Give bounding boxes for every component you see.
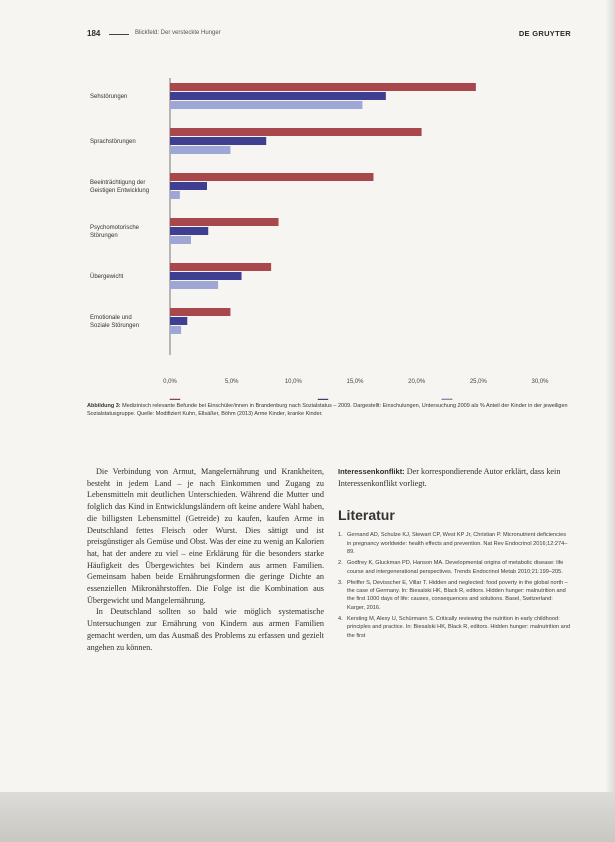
x-tick-label: 0,0% <box>163 379 177 385</box>
bar-high-status <box>170 101 362 109</box>
bar-chart <box>0 0 615 400</box>
category-label-line: Soziale Störungen <box>90 323 140 329</box>
body-column-right <box>338 466 571 643</box>
bar-middle-status <box>170 137 266 145</box>
reference-item <box>338 579 571 612</box>
bar-low-status <box>170 173 374 181</box>
legend-swatch <box>170 399 180 400</box>
x-tick-label: 20,0% <box>408 379 426 385</box>
category-label <box>90 180 149 194</box>
running-title: Blickfeld: Der versteckte Hunger <box>135 30 221 36</box>
x-tick-label: 15,0% <box>346 379 364 385</box>
bar-low-status <box>170 218 279 226</box>
bar-middle-status <box>170 317 187 325</box>
reference-item <box>338 559 571 576</box>
category-label-line: Emotionale und <box>90 315 132 321</box>
x-tick-label: 5,0% <box>224 379 239 385</box>
bar-high-status <box>170 236 191 244</box>
figure-caption <box>87 402 571 419</box>
bar-high-status <box>170 326 181 334</box>
reference-list <box>338 531 571 640</box>
bar-middle-status <box>170 182 207 190</box>
category-label-line: Geistigen Entwicklung <box>90 188 150 194</box>
caption-label: Abbildung 3: <box>87 403 121 409</box>
reference-text: Kersting M, Alexy U, Schürmann S. Critically reviewing the nutrition in early childhood: principles and practice. In: Biesalski HK, Black R, editors. Hidden hunger: malnutrition and the first <box>347 616 570 639</box>
conflict-statement <box>338 466 571 489</box>
category-label <box>90 315 139 329</box>
x-tick-label: 30,0% <box>531 379 549 385</box>
bar-low-status <box>170 83 476 91</box>
category-label-line: Sprachstörungen <box>90 139 136 145</box>
bar-middle-status <box>170 272 242 280</box>
bar-low-status <box>170 263 271 271</box>
caption-text: Medizinisch relevante Befunde bei Einschüler/innen in Brandenburg nach Sozialstatus – 2009. Dargestellt: Einschulungen, Untersuchung 2009 als % Anteil der Kinder in der jeweiligen Sozialstatusgruppe. Quelle: Modifiziert Kuhn, Ellsäßer, Böhm (2013) Arme Kinder, kranke Kinder. <box>87 403 568 418</box>
bar-high-status <box>170 191 180 199</box>
bar-middle-status <box>170 92 386 100</box>
reference-item <box>338 531 571 556</box>
category-label <box>90 273 124 280</box>
bar-high-status <box>170 146 230 154</box>
category-label-line: Übergewicht <box>90 274 124 280</box>
category-label-line: Störungen <box>90 233 118 239</box>
reference-text: Pfeiffer S, Devisscher E, Villar T. Hidden and neglected: food poverty in the global north – the case of Germany. In: Biesalski HK, Black R, editors. Hidden hunger: malnutrition and the first 1000 days of life: causes, consequences and solutions. Basel, Switzerland: Karger, 2016. <box>347 579 568 611</box>
reference-number: 3. <box>338 579 343 586</box>
reference-item <box>338 615 571 640</box>
conflict-text: Der korrespondierende Autor erklärt, dass kein Interessenkonflikt vorliegt. <box>338 467 561 488</box>
literature-heading: Literatur <box>338 507 395 524</box>
category-label-line: Beeinträchtigung der <box>90 180 146 186</box>
page-number: 184 <box>87 29 101 38</box>
category-label <box>90 139 136 145</box>
reference-number: 4. <box>338 616 343 623</box>
category-label <box>90 94 127 100</box>
body-paragraph: In Deutschland sollten so bald wie möglich systematische Untersuchungen zur Ernährung von Kindern aus armen Familien gemacht werden, um das Ausmaß des Problems zu erfassen und gezielt angehen zu können. <box>87 607 324 652</box>
legend-swatch <box>442 399 452 400</box>
bar-low-status <box>170 308 230 316</box>
x-tick-label: 25,0% <box>469 379 487 385</box>
legend-swatch <box>318 399 328 400</box>
x-tick-label: 10,0% <box>284 379 302 385</box>
reference-number: 1. <box>338 532 343 539</box>
body-column-left <box>87 466 324 653</box>
bar-low-status <box>170 128 422 136</box>
category-label-line: Psychomotorische <box>90 225 140 231</box>
bar-high-status <box>170 281 218 289</box>
body-paragraph: Die Verbindung von Armut, Mangelernährung und Krankheiten, besteht in jedem Land – je nach Einkommen und Zugang zu Lebensmitteln mit deutlichen Unterschieden. Während die Mutter und folglich das Kind in Entwicklungsländern oft keine andere Wahl haben, die billigsten Lebensmittel (Getreide) zu kaufen, kaufen Arme in Deutschland fettes Fleisch oder Wurst. Dies sättigt und ist preisgünstiger als Gemüse und Obst. Was der eine zu wenig an Kalorien hat, hat der andere zu viel – eine Erklärung für die besonders starke Häufigkeit des Übergewichtes bei Kindern aus armen Familien. Gemeinsam haben beide Ernährungsformen die geringe Dichte an essenziellen Mikronährstoffen. Die Folge ist die Kombination aus Übergewicht und Mangelernährung. <box>87 467 324 605</box>
reference-text: Godfrey K, Gluckman PD, Hanson MA. Developmental origins of metabolic disease: life course and intergenerational perspectives. Trends Endocrinol Metab 2010;21:199–205. <box>347 560 564 575</box>
category-label-line: Sehstörungen <box>90 94 128 100</box>
category-label <box>90 225 140 239</box>
reference-text: Gernand AD, Schulze KJ, Stewart CP, West KP Jr, Christian P. Micronutrient deficiencies in pregnancy worldwide: health effects and prevention. Nat Rev Endocrinol 2016;12:274–89. <box>347 532 568 555</box>
publisher-name: DE GRUYTER <box>518 29 571 38</box>
scan-bottom-margin <box>0 792 615 842</box>
conflict-label: Interessenkonflikt: <box>338 467 405 476</box>
bar-middle-status <box>170 227 208 235</box>
reference-number: 2. <box>338 560 343 567</box>
